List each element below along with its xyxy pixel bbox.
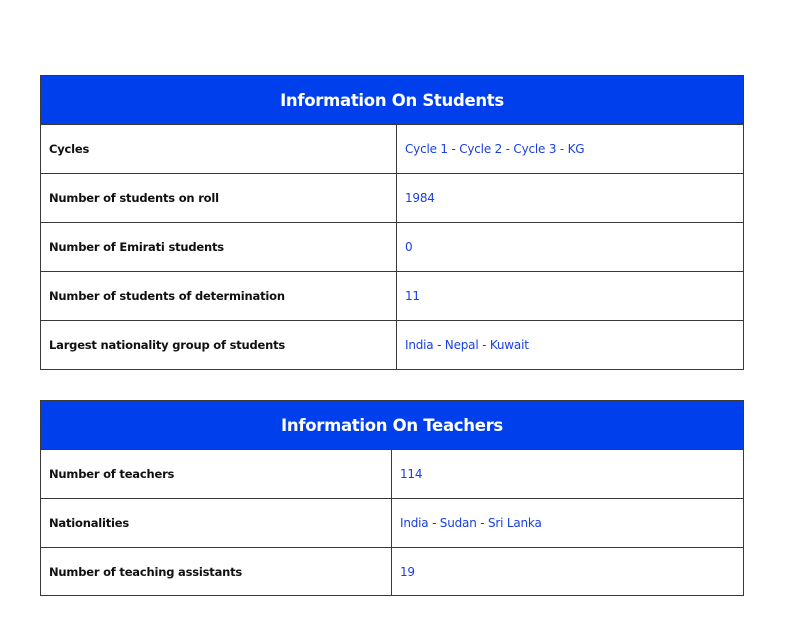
table-row-number-of-teachers	[41, 450, 744, 499]
table-row-emirati-students	[41, 223, 744, 272]
teachers-info-table	[40, 400, 744, 596]
row-value: 1984	[397, 174, 744, 223]
table-row-students-on-roll	[41, 174, 744, 223]
table-row-nationalities	[41, 499, 744, 548]
row-label: Largest nationality group of students	[41, 321, 397, 370]
teachers-table-title: Information On Teachers	[41, 401, 744, 450]
row-value: 19	[392, 548, 744, 596]
row-label: Number of Emirati students	[41, 223, 397, 272]
row-label: Cycles	[41, 125, 397, 174]
students-table-header-row	[41, 76, 744, 125]
table-row-teaching-assistants	[41, 548, 744, 596]
row-value: India - Nepal - Kuwait	[397, 321, 744, 370]
row-label: Number of students of determination	[41, 272, 397, 321]
row-value: 0	[397, 223, 744, 272]
row-value: 11	[397, 272, 744, 321]
row-label: Number of students on roll	[41, 174, 397, 223]
row-label: Nationalities	[41, 499, 392, 548]
teachers-table-header-row	[41, 401, 744, 450]
row-value: 114	[392, 450, 744, 499]
students-info-table	[40, 75, 744, 370]
table-row-students-of-determination	[41, 272, 744, 321]
row-value: Cycle 1 - Cycle 2 - Cycle 3 - KG	[397, 125, 744, 174]
row-value: India - Sudan - Sri Lanka	[392, 499, 744, 548]
students-table-title: Information On Students	[41, 76, 744, 125]
row-label: Number of teaching assistants	[41, 548, 392, 596]
table-row-largest-nationality	[41, 321, 744, 370]
row-label: Number of teachers	[41, 450, 392, 499]
table-row-cycles	[41, 125, 744, 174]
